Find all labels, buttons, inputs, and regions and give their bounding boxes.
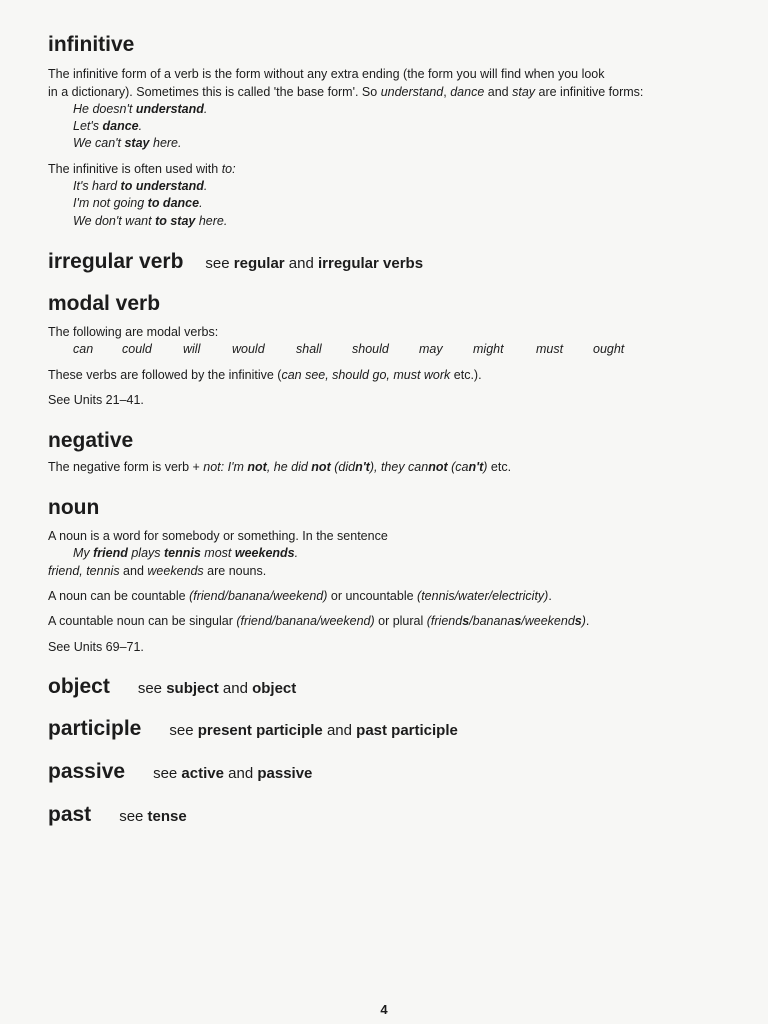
reference-term: irregular verbs (318, 255, 424, 272)
emphasis: not (311, 460, 331, 474)
reference-term: tense (147, 808, 187, 825)
text: A noun is a word for somebody or something. In the sentence (48, 529, 388, 543)
text: /weekend (521, 614, 575, 628)
heading-passive (48, 759, 312, 787)
cross-reference (153, 765, 312, 782)
heading-noun (48, 495, 99, 521)
term: (friend/banana/weekend) (189, 589, 328, 603)
reference-term: active (181, 765, 224, 782)
text: here. (195, 214, 228, 228)
heading-text: modal verb (48, 292, 161, 315)
infinitive-example-4 (73, 178, 207, 195)
term: can see, should go, must work (281, 368, 451, 382)
text: A countable noun can be singular (48, 614, 237, 628)
noun-countable (48, 588, 552, 605)
text: and (284, 255, 318, 272)
text: and (119, 564, 148, 578)
term: (tennis/water/electricity) (417, 589, 549, 603)
text: here. (149, 136, 182, 150)
text: . (138, 119, 143, 133)
text: . (294, 546, 299, 560)
plural-example (427, 614, 586, 628)
text: . (585, 614, 590, 628)
text: The infinitive form of a verb is the form without any extra ending (the form you will find when you look (48, 67, 605, 81)
heading-text: passive (48, 760, 126, 783)
heading-text: noun (48, 496, 100, 519)
text: ) (483, 460, 488, 474)
modal-verb-item: could (122, 342, 152, 356)
text: A noun can be countable (48, 589, 190, 603)
term: dance (450, 85, 485, 99)
infinitive-example-3 (73, 135, 181, 152)
modal-verb-item: may (419, 342, 443, 356)
see-label: see (169, 722, 198, 739)
see-label: see (137, 680, 167, 697)
heading-past (48, 802, 187, 830)
emphasis: friend (93, 546, 128, 560)
text: etc.). (450, 368, 482, 382)
reference-term: past participle (356, 722, 458, 739)
term: not (203, 460, 221, 474)
text: are nouns. (203, 564, 267, 578)
heading-negative (48, 428, 133, 454)
text: See Units 21–41. (48, 393, 144, 407)
cross-reference (138, 680, 296, 697)
reference-term: passive (257, 765, 313, 782)
term: : (220, 460, 228, 474)
example (228, 460, 488, 474)
modal-verb-item: must (536, 342, 564, 356)
modal-verb-item: shall (296, 342, 322, 356)
text: . (203, 179, 208, 193)
text: ), they can (369, 460, 429, 474)
text: See Units 69–71. (48, 640, 144, 654)
modal-verb-item: would (232, 342, 265, 356)
reference-term: regular (233, 255, 285, 272)
cross-reference (169, 722, 457, 739)
text: and (322, 722, 357, 739)
term: to: (221, 162, 236, 176)
heading-text: past (48, 803, 92, 826)
heading-infinitive-text: infinitive (48, 33, 135, 56)
term: stay (512, 85, 536, 99)
modal-verb-item: ought (593, 342, 625, 356)
reference-term: present participle (197, 722, 323, 739)
heading-text: irregular verb (48, 250, 184, 273)
modal-verb-item: might (473, 342, 504, 356)
infinitive-example-6 (73, 213, 227, 230)
text: (did (330, 460, 356, 474)
text: These verbs are followed by the infinitive ( (48, 368, 282, 382)
emphasis: weekends (234, 546, 295, 560)
heading-infinitive (48, 32, 134, 58)
text: We don't want (73, 214, 156, 228)
emphasis: understand (135, 102, 204, 116)
emphasis: s (574, 614, 582, 628)
term: friend, tennis (48, 564, 120, 578)
modal-verb-item: can (73, 342, 94, 356)
infinitive-example-5 (73, 195, 203, 212)
cross-reference (119, 808, 187, 825)
infinitive-definition-line2 (48, 84, 643, 101)
text: (friend (426, 614, 463, 628)
text: in a dictionary). Sometimes this is called 'the base form'. So (48, 85, 381, 99)
emphasis: not (247, 460, 267, 474)
term: weekends (147, 564, 204, 578)
text: are infinitive forms: (535, 85, 644, 99)
text: most (200, 546, 235, 560)
noun-list (48, 563, 266, 580)
text: or uncountable (327, 589, 418, 603)
reference-term: subject (166, 680, 219, 697)
emphasis: to stay (155, 214, 196, 228)
emphasis: tennis (164, 546, 201, 560)
heading-irregular-verb (48, 249, 423, 277)
text: The following are modal verbs: (48, 325, 219, 339)
text: plays (127, 546, 165, 560)
text: and (223, 765, 258, 782)
modal-verb-item: will (183, 342, 201, 356)
text: . (199, 196, 203, 210)
infinitive-example-1 (73, 101, 207, 118)
text: ) (581, 614, 586, 628)
text: etc. (487, 460, 512, 474)
noun-see-units (48, 639, 144, 656)
text: (ca (447, 460, 469, 474)
see-label: see (153, 765, 182, 782)
emphasis: n't (468, 460, 484, 474)
text: , (443, 85, 451, 99)
see-label: see (119, 808, 148, 825)
noun-definition (48, 528, 388, 545)
heading-text: participle (48, 717, 142, 740)
heading-text: object (48, 675, 110, 698)
text: It's hard (73, 179, 121, 193)
modal-follow (48, 367, 482, 384)
heading-object (48, 674, 296, 702)
heading-participle (48, 716, 458, 744)
text: . (548, 589, 552, 603)
infinitive-definition-line1 (48, 66, 605, 83)
infinitive-to-intro (48, 161, 236, 178)
text: We can't (73, 136, 125, 150)
text: I'm (227, 460, 248, 474)
text: , he did (266, 460, 312, 474)
emphasis: not (428, 460, 448, 474)
term: understand (380, 85, 444, 99)
emphasis: n't (355, 460, 370, 474)
text: /banana (469, 614, 515, 628)
modal-intro (48, 324, 218, 341)
emphasis: dance (102, 119, 139, 133)
heading-text: negative (48, 429, 134, 452)
text: My (73, 546, 94, 560)
text: or plural (374, 614, 427, 628)
reference-term: object (252, 680, 297, 697)
text: I'm not going (73, 196, 148, 210)
page-number: 4 (380, 1002, 388, 1017)
see-label: see (205, 255, 234, 272)
emphasis: to understand (120, 179, 204, 193)
modal-verb-item: should (352, 342, 389, 356)
noun-singular-plural (48, 613, 589, 630)
infinitive-example-2 (73, 118, 142, 135)
text: . (203, 102, 208, 116)
negative-definition (48, 459, 511, 476)
modal-see-units (48, 392, 144, 409)
text: The infinitive is often used with (48, 162, 222, 176)
text: and (484, 85, 513, 99)
noun-example (73, 545, 298, 562)
emphasis: s (462, 614, 470, 628)
text: He doesn't (73, 102, 136, 116)
text: The negative form is verb + (48, 460, 204, 474)
emphasis: s (514, 614, 522, 628)
cross-reference (205, 255, 423, 272)
text: Let's (73, 119, 103, 133)
heading-modal-verb (48, 291, 160, 317)
emphasis: stay (124, 136, 150, 150)
term: (friend/banana/weekend) (236, 614, 375, 628)
text: and (218, 680, 253, 697)
emphasis: to dance (147, 196, 200, 210)
